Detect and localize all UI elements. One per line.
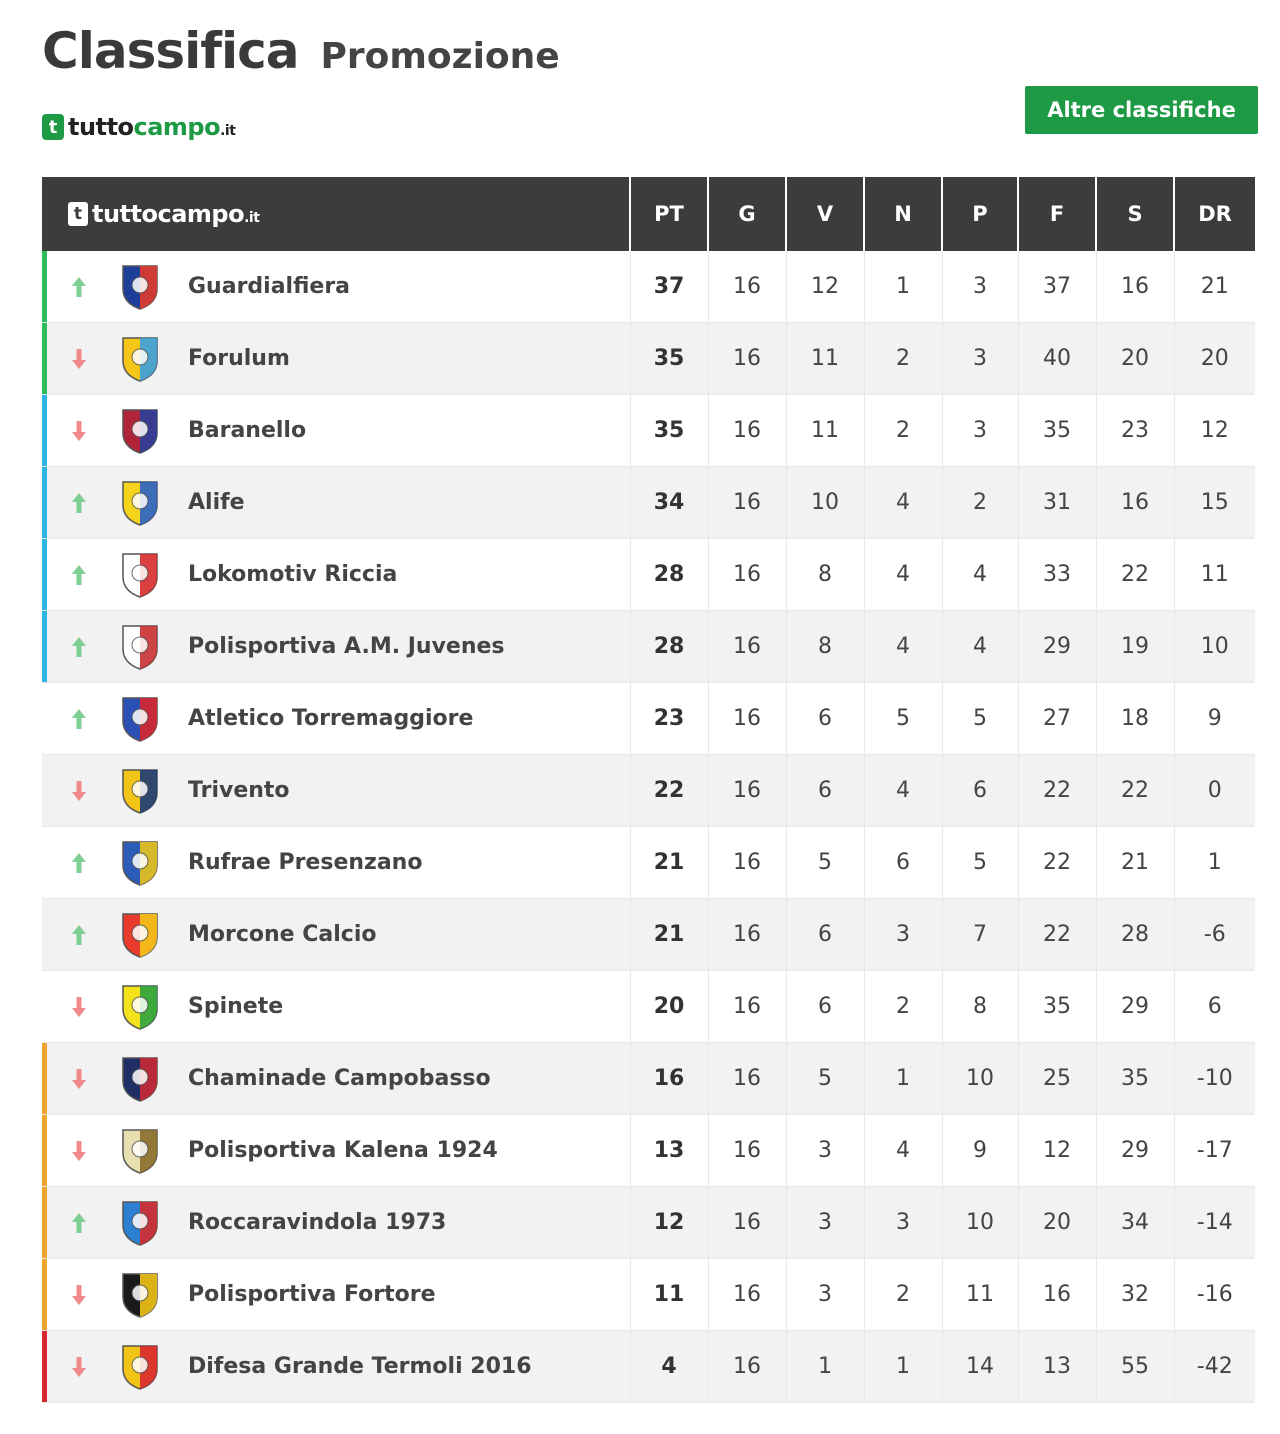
stat-s: 22 [1096,539,1174,611]
team-name[interactable]: Trivento [188,778,290,803]
team-crest-icon [118,621,162,673]
stat-g: 16 [708,1115,786,1187]
stat-s: 35 [1096,1043,1174,1115]
stat-f: 25 [1018,1043,1096,1115]
stat-pt: 4 [630,1331,708,1403]
zone-indicator [42,611,47,682]
arrow-down-icon [64,780,94,802]
table-row[interactable] [42,827,1255,899]
zone-indicator [42,395,47,466]
stat-v: 6 [786,971,864,1043]
table-row[interactable] [42,395,1255,467]
table-brand-name: tuttocampo [92,200,245,228]
standings-table [42,177,1255,1403]
team-cell [42,467,630,539]
team-name[interactable]: Polisportiva Kalena 1924 [188,1138,498,1163]
arrow-down-icon [64,1356,94,1378]
stat-v: 11 [786,323,864,395]
stat-n: 2 [864,1259,942,1331]
stat-p: 3 [942,251,1018,323]
table-row[interactable] [42,539,1255,611]
stat-v: 8 [786,611,864,683]
stat-pt: 22 [630,755,708,827]
stat-v: 3 [786,1115,864,1187]
brand-part-it: .it [220,123,236,139]
brand-part-tutto: tutto [68,113,134,141]
stat-p: 14 [942,1331,1018,1403]
stat-f: 27 [1018,683,1096,755]
team-name[interactable]: Alife [188,490,245,515]
stat-p: 9 [942,1115,1018,1187]
column-header-v: V [786,177,864,251]
arrow-down-icon [64,1284,94,1306]
table-row[interactable] [42,323,1255,395]
stat-v: 6 [786,899,864,971]
tuttocampo-logo-icon: t [68,202,88,226]
stat-p: 6 [942,755,1018,827]
stat-s: 16 [1096,251,1174,323]
stat-g: 16 [708,1187,786,1259]
table-row[interactable] [42,611,1255,683]
stat-pt: 21 [630,899,708,971]
zone-indicator [42,323,47,394]
stat-n: 1 [864,1331,942,1403]
team-cell [42,1331,630,1403]
page-title: Classifica [42,22,299,80]
stat-p: 3 [942,395,1018,467]
arrow-up-icon [64,276,94,298]
stat-dr: 9 [1174,683,1255,755]
stat-p: 5 [942,683,1018,755]
stat-f: 33 [1018,539,1096,611]
stat-v: 8 [786,539,864,611]
stat-n: 4 [864,1115,942,1187]
stat-n: 1 [864,1043,942,1115]
stat-n: 4 [864,467,942,539]
stat-g: 16 [708,971,786,1043]
table-brand-header [42,177,630,251]
zone-indicator [42,1043,47,1114]
table-row[interactable] [42,755,1255,827]
stat-g: 16 [708,395,786,467]
stat-g: 16 [708,1043,786,1115]
arrow-up-icon [64,492,94,514]
stat-p: 3 [942,323,1018,395]
stat-n: 2 [864,395,942,467]
tuttocampo-logo-icon: t [42,114,64,140]
stat-v: 5 [786,827,864,899]
team-cell [42,395,630,467]
stat-v: 10 [786,467,864,539]
stat-pt: 28 [630,539,708,611]
team-cell [42,611,630,683]
stat-dr: -10 [1174,1043,1255,1115]
stat-s: 55 [1096,1331,1174,1403]
stat-n: 2 [864,323,942,395]
stat-g: 16 [708,755,786,827]
arrow-down-icon [64,420,94,442]
team-crest-icon [118,1125,162,1177]
team-crest-icon [118,1053,162,1105]
stat-pt: 34 [630,467,708,539]
stat-n: 6 [864,827,942,899]
team-name[interactable]: Rufrae Presenzano [188,850,423,875]
stat-g: 16 [708,323,786,395]
arrow-up-icon [64,924,94,946]
arrow-down-icon [64,1140,94,1162]
team-crest-icon [118,765,162,817]
stat-p: 11 [942,1259,1018,1331]
stat-f: 20 [1018,1187,1096,1259]
team-crest-icon [118,405,162,457]
stat-f: 22 [1018,827,1096,899]
tuttocampo-wordmark [68,113,235,141]
stat-n: 4 [864,755,942,827]
stat-f: 29 [1018,611,1096,683]
stat-f: 16 [1018,1259,1096,1331]
stat-p: 8 [942,971,1018,1043]
column-header-pt: PT [630,177,708,251]
tuttocampo-logo[interactable] [42,112,235,142]
stat-f: 40 [1018,323,1096,395]
team-cell [42,251,630,323]
stat-s: 29 [1096,1115,1174,1187]
stat-s: 28 [1096,899,1174,971]
table-row[interactable] [42,1331,1255,1403]
stat-n: 4 [864,611,942,683]
team-name[interactable]: Spinete [188,994,284,1019]
stat-dr: 6 [1174,971,1255,1043]
team-name[interactable]: Baranello [188,418,307,443]
team-cell [42,683,630,755]
stat-p: 7 [942,899,1018,971]
zone-indicator [42,539,47,610]
stat-s: 18 [1096,683,1174,755]
team-name[interactable]: Roccaravindola 1973 [188,1210,447,1235]
team-crest-icon [118,1197,162,1249]
stat-n: 5 [864,683,942,755]
stat-p: 10 [942,1187,1018,1259]
arrow-up-icon [64,852,94,874]
column-header-dr: DR [1174,177,1255,251]
table-row[interactable] [42,899,1255,971]
stat-g: 16 [708,899,786,971]
team-name[interactable]: Polisportiva A.M. Juvenes [188,634,505,659]
stat-pt: 37 [630,251,708,323]
team-name[interactable]: Chaminade Campobasso [188,1066,491,1091]
table-row[interactable] [42,1043,1255,1115]
team-crest-icon [118,477,162,529]
team-name[interactable]: Atletico Torremaggiore [188,706,474,731]
brand-part-campo: campo [133,113,221,141]
team-cell [42,1043,630,1115]
stat-dr: 20 [1174,323,1255,395]
arrow-up-icon [64,564,94,586]
stat-n: 1 [864,251,942,323]
table-row[interactable] [42,1115,1255,1187]
stat-p: 2 [942,467,1018,539]
stat-v: 3 [786,1259,864,1331]
stat-f: 35 [1018,395,1096,467]
stat-g: 16 [708,1331,786,1403]
stat-dr: 1 [1174,827,1255,899]
arrow-down-icon [64,1068,94,1090]
team-cell [42,827,630,899]
stat-s: 32 [1096,1259,1174,1331]
column-header-g: G [708,177,786,251]
stat-pt: 13 [630,1115,708,1187]
table-brand-tld: .it [244,210,260,226]
stat-s: 29 [1096,971,1174,1043]
stat-v: 1 [786,1331,864,1403]
stat-f: 22 [1018,899,1096,971]
arrow-down-icon [64,996,94,1018]
stat-pt: 21 [630,827,708,899]
standings-body [42,251,1255,1403]
stat-v: 3 [786,1187,864,1259]
altre-classifiche-button[interactable]: Altre classifiche [1025,86,1258,134]
stat-f: 37 [1018,251,1096,323]
arrow-up-icon [64,1212,94,1234]
column-header-s: S [1096,177,1174,251]
team-name[interactable]: Guardialfiera [188,274,351,299]
team-crest-icon [118,261,162,313]
team-crest-icon [118,1269,162,1321]
stat-v: 6 [786,755,864,827]
arrow-up-icon [64,636,94,658]
stat-dr: -14 [1174,1187,1255,1259]
stat-g: 16 [708,1259,786,1331]
table-brand [68,200,629,228]
team-cell [42,539,630,611]
zone-indicator [42,1259,47,1330]
team-crest-icon [118,981,162,1033]
team-cell [42,899,630,971]
page-title-row [42,22,560,80]
team-crest-icon [118,837,162,889]
column-header-f: F [1018,177,1096,251]
stat-n: 4 [864,539,942,611]
stat-s: 21 [1096,827,1174,899]
stat-dr: 10 [1174,611,1255,683]
team-cell [42,323,630,395]
team-name[interactable]: Forulum [188,346,290,371]
stat-v: 12 [786,251,864,323]
stat-p: 10 [942,1043,1018,1115]
zone-indicator [42,1115,47,1186]
stat-pt: 11 [630,1259,708,1331]
team-crest-icon [118,333,162,385]
stat-p: 4 [942,539,1018,611]
team-crest-icon [118,549,162,601]
team-cell [42,1115,630,1187]
stat-g: 16 [708,467,786,539]
stat-v: 11 [786,395,864,467]
table-row[interactable] [42,683,1255,755]
stat-s: 20 [1096,323,1174,395]
team-name[interactable]: Difesa Grande Termoli 2016 [188,1354,532,1379]
team-cell [42,1259,630,1331]
stat-dr: 21 [1174,251,1255,323]
stat-f: 13 [1018,1331,1096,1403]
stat-n: 2 [864,971,942,1043]
zone-indicator [42,467,47,538]
stat-dr: -42 [1174,1331,1255,1403]
stat-s: 23 [1096,395,1174,467]
stat-s: 16 [1096,467,1174,539]
stat-v: 6 [786,683,864,755]
stat-dr: 15 [1174,467,1255,539]
team-cell [42,1187,630,1259]
stat-f: 35 [1018,971,1096,1043]
zone-indicator [42,251,47,322]
arrow-up-icon [64,708,94,730]
stat-s: 34 [1096,1187,1174,1259]
stat-pt: 12 [630,1187,708,1259]
stat-g: 16 [708,611,786,683]
table-row[interactable] [42,251,1255,323]
table-row[interactable] [42,467,1255,539]
stat-s: 19 [1096,611,1174,683]
stat-f: 12 [1018,1115,1096,1187]
stat-g: 16 [708,683,786,755]
stat-dr: 12 [1174,395,1255,467]
stat-p: 5 [942,827,1018,899]
team-crest-icon [118,693,162,745]
stat-pt: 35 [630,323,708,395]
stat-n: 3 [864,1187,942,1259]
competition-name: Promozione [320,36,560,77]
stat-g: 16 [708,827,786,899]
stat-g: 16 [708,539,786,611]
stat-pt: 20 [630,971,708,1043]
team-name[interactable]: Morcone Calcio [188,922,377,947]
team-name[interactable]: Lokomotiv Riccia [188,562,398,587]
arrow-down-icon [64,348,94,370]
stat-s: 22 [1096,755,1174,827]
column-header-p: P [942,177,1018,251]
zone-indicator [42,1331,47,1402]
stat-v: 5 [786,1043,864,1115]
stat-dr: -6 [1174,899,1255,971]
stat-pt: 23 [630,683,708,755]
team-cell [42,755,630,827]
stat-n: 3 [864,899,942,971]
stat-dr: -17 [1174,1115,1255,1187]
stat-p: 4 [942,611,1018,683]
team-cell [42,971,630,1043]
zone-indicator [42,1187,47,1258]
stat-pt: 35 [630,395,708,467]
standings-header-row [42,177,1255,251]
stat-pt: 16 [630,1043,708,1115]
stat-pt: 28 [630,611,708,683]
table-brand-wordmark [92,200,259,228]
stat-f: 31 [1018,467,1096,539]
stat-dr: 0 [1174,755,1255,827]
stat-f: 22 [1018,755,1096,827]
table-row[interactable] [42,971,1255,1043]
stat-dr: -16 [1174,1259,1255,1331]
stat-g: 16 [708,251,786,323]
table-row[interactable] [42,1259,1255,1331]
table-row[interactable] [42,1187,1255,1259]
team-name[interactable]: Polisportiva Fortore [188,1282,436,1307]
column-header-n: N [864,177,942,251]
team-crest-icon [118,1341,162,1393]
team-crest-icon [118,909,162,961]
stat-dr: 11 [1174,539,1255,611]
